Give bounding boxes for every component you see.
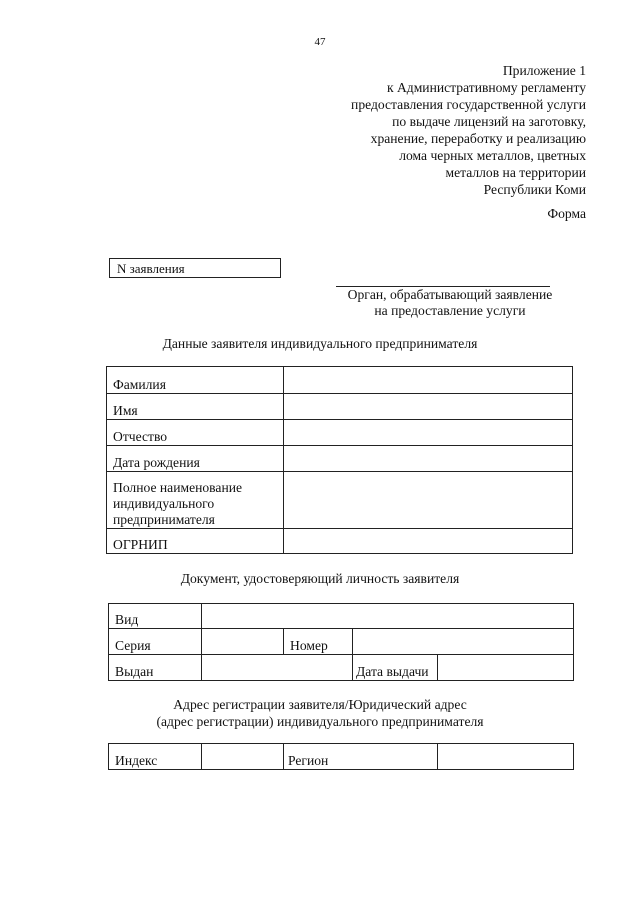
table-row (107, 446, 573, 472)
table-row (107, 529, 573, 554)
entrepreneur-full-name-label: Полное наименование индивидуального предпринимателя (107, 472, 284, 529)
doc-series-field[interactable] (202, 629, 284, 655)
doc-type-label: Вид (109, 604, 202, 629)
address-title-line: Адрес регистрации заявителя/Юридический адрес (173, 697, 467, 712)
ogrnip-field[interactable] (284, 529, 573, 554)
address-title-line: (адрес регистрации) индивидуального предпринимателя (156, 714, 484, 729)
doc-number-label: Номер (284, 629, 353, 655)
doc-type-field[interactable] (202, 604, 574, 629)
region-label: Регион (284, 744, 438, 770)
surname-field[interactable] (284, 367, 573, 394)
first-name-field[interactable] (284, 394, 573, 420)
birth-date-label: Дата рождения (107, 446, 284, 472)
doc-issue-date-label: Дата выдачи (353, 655, 438, 681)
doc-number-field[interactable] (353, 629, 574, 655)
appendix-line: хранение, переработку и реализацию (370, 131, 586, 146)
appendix-line: металлов на территории (445, 165, 586, 180)
entrepreneur-full-name-field[interactable] (284, 472, 573, 529)
table-row (107, 367, 573, 394)
patronymic-field[interactable] (284, 420, 573, 446)
table-row (109, 744, 574, 770)
postal-index-field[interactable] (202, 744, 284, 770)
address-section-title (0, 696, 640, 730)
appendix-line: Республики Коми (483, 182, 586, 197)
table-row (107, 472, 573, 529)
doc-series-label: Серия (109, 629, 202, 655)
appendix-line: к Административному регламенту (386, 80, 586, 95)
organization-caption (322, 287, 578, 319)
table-row (107, 420, 573, 446)
appendix-line: по выдаче лицензий на заготовку, (392, 114, 586, 129)
table-row (109, 629, 574, 655)
doc-issued-by-field[interactable] (202, 655, 353, 681)
ogrnip-label: ОГРНИП (107, 529, 284, 554)
patronymic-label: Отчество (107, 420, 284, 446)
doc-issue-date-field[interactable] (438, 655, 574, 681)
table-row (109, 604, 574, 629)
table-row (109, 655, 574, 681)
doc-issued-by-label: Выдан (109, 655, 202, 681)
region-field[interactable] (438, 744, 574, 770)
appendix-line: Приложение 1 (502, 63, 586, 78)
appendix-line: предоставления государственной услуги (351, 97, 586, 112)
appendix-header (351, 62, 586, 198)
form-label: Форма (547, 206, 586, 221)
table-row (107, 394, 573, 420)
address-table (108, 743, 574, 770)
postal-index-label: Индекс (109, 744, 202, 770)
birth-date-field[interactable] (284, 446, 573, 472)
organization-caption-line: на предоставление услуги (374, 303, 526, 318)
identity-document-table (108, 603, 574, 681)
surname-label: Фамилия (107, 367, 284, 394)
applicant-data-table (106, 366, 573, 554)
application-number-field[interactable]: N заявления (109, 258, 281, 278)
applicant-section-title: Данные заявителя индивидуального предпринимателя (162, 336, 478, 351)
identity-section-title: Документ, удостоверяющий личность заявителя (180, 571, 460, 586)
organization-caption-line: Орган, обрабатывающий заявление (347, 287, 553, 302)
page-number: 47 (314, 36, 326, 48)
appendix-line: лома черных металлов, цветных (399, 148, 586, 163)
first-name-label: Имя (107, 394, 284, 420)
